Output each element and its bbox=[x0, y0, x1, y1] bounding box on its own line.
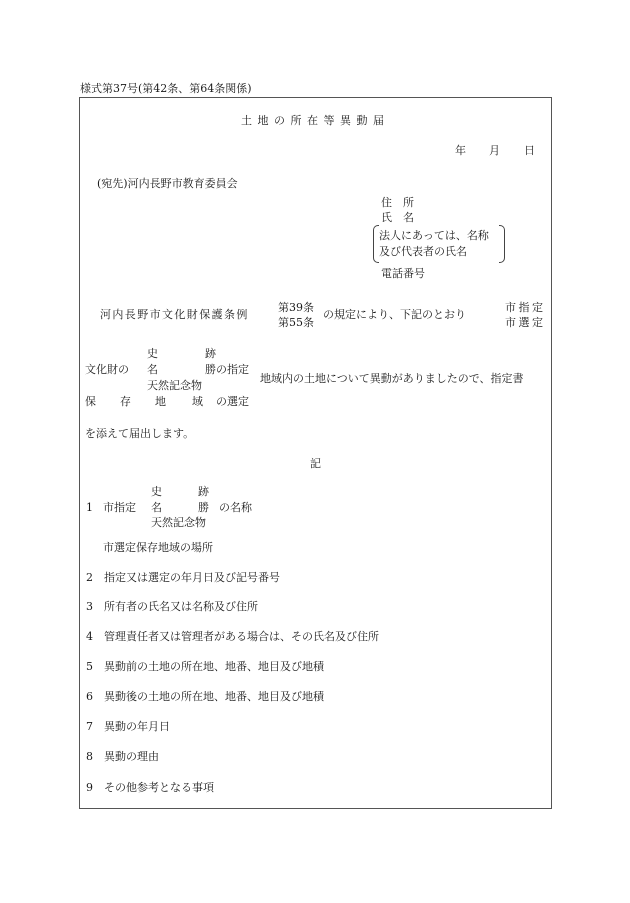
item1-sho: 勝 bbox=[198, 501, 209, 514]
date-year: 年 bbox=[455, 144, 466, 157]
article-39: 第39条 bbox=[278, 301, 314, 314]
item1-natural-monument: 天然記念物 bbox=[151, 516, 206, 529]
son-char: 存 bbox=[120, 395, 131, 408]
addressee: (宛先)河内長野市教育委員会 bbox=[97, 177, 238, 190]
closing-text: を添えて届出します。 bbox=[85, 427, 195, 440]
corporation-note-line1: 法人にあっては、名称 bbox=[379, 229, 489, 242]
applicant-name-label: 氏 名 bbox=[381, 211, 414, 224]
item9: 9 その他参考となる事項 bbox=[86, 781, 214, 794]
mei-char: 名 bbox=[147, 363, 158, 376]
selection-suffix: の選定 bbox=[216, 395, 249, 408]
item7: 7 異動の年月日 bbox=[86, 720, 170, 733]
designation-suffix: の指定 bbox=[216, 363, 249, 376]
ordinance-name: 河内長野市文化財保護条例 bbox=[100, 308, 249, 321]
sho-char: 勝 bbox=[205, 363, 216, 376]
corporation-note-line2: 及び代表者の氏名 bbox=[379, 245, 467, 258]
chi-char: 地 bbox=[155, 395, 166, 408]
ki-heading: 記 bbox=[310, 457, 321, 470]
rule-text: の規定により、下記のとおり bbox=[323, 308, 466, 321]
date-day: 日 bbox=[524, 144, 535, 157]
item1-number: 1 bbox=[86, 501, 93, 514]
form-title: 土地の所在等異動届 bbox=[241, 114, 390, 127]
notice-text: 地域内の土地について異動がありましたので、指定書 bbox=[260, 372, 524, 385]
right-parenthesis bbox=[499, 225, 505, 263]
item2: 2 指定又は選定の年月日及び記号番号 bbox=[86, 571, 280, 584]
item6: 6 異動後の土地の所在地、地番、地目及び地積 bbox=[86, 690, 324, 703]
item1-sub: 市選定保存地域の場所 bbox=[103, 541, 213, 554]
iki-char: 域 bbox=[192, 395, 203, 408]
item1-suffix: の名称 bbox=[219, 501, 252, 514]
date-month: 月 bbox=[489, 144, 500, 157]
item1-seki: 跡 bbox=[198, 485, 209, 498]
shi-char: 史 bbox=[147, 347, 158, 360]
article-55: 第55条 bbox=[278, 316, 314, 329]
item3: 3 所有者の氏名又は名称及び住所 bbox=[86, 600, 258, 613]
form-number-label: 様式第37号(第42条、第64条関係) bbox=[80, 82, 252, 95]
city-designated-label: 市指定 bbox=[505, 301, 546, 314]
seki-char: 跡 bbox=[205, 347, 216, 360]
item4: 4 管理責任者又は管理者がある場合は、その氏名及び住所 bbox=[86, 630, 379, 643]
cultural-property-prefix: 文化財の bbox=[85, 363, 129, 376]
city-selected-label: 市選定 bbox=[505, 316, 546, 329]
natural-monument: 天然記念物 bbox=[147, 379, 202, 392]
item1-shi: 史 bbox=[151, 485, 162, 498]
applicant-phone-label: 電話番号 bbox=[381, 267, 425, 280]
item8: 8 異動の理由 bbox=[86, 750, 159, 763]
item5: 5 異動前の土地の所在地、地番、地目及び地積 bbox=[86, 660, 324, 673]
item1-mei: 名 bbox=[151, 501, 162, 514]
item1-prefix: 市指定 bbox=[103, 501, 136, 514]
ho-char: 保 bbox=[85, 395, 96, 408]
applicant-address-label: 住 所 bbox=[381, 196, 414, 209]
